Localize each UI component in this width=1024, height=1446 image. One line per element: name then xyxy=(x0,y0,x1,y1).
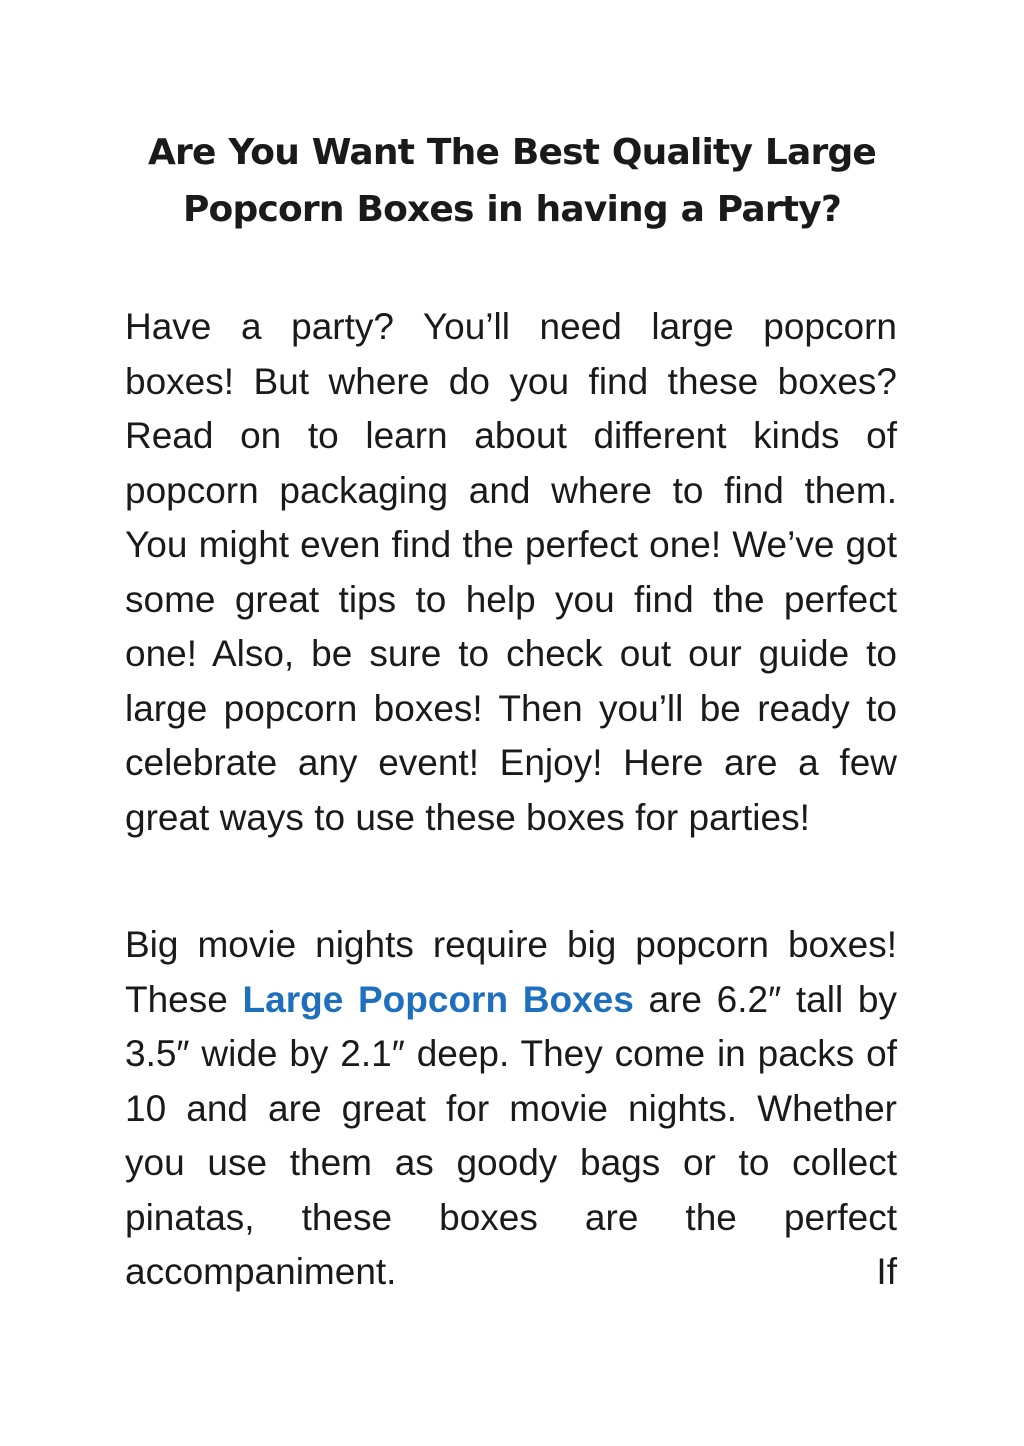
paragraph-intro: Have a party? You’ll need large popcorn boxes! But where do you find these boxes? Read on to learn about different kinds of popcorn packaging and where to find them. You might even find the perfect one! We’ve got some great tips to help you find the perfect one! Also, be sure to check out our guide to large popcorn boxes! Then you’ll be ready to celebrate any event! Enjoy! Here are a few great ways to use these boxes for parties! xyxy=(125,306,897,838)
document-title: Are You Want The Best Quality Large Popcorn Boxes in having a Party? xyxy=(147,132,877,230)
paragraph-text-after-link: are 6.2″ tall by 3.5″ wide by 2.1″ deep. They come in packs of 10 and are great for movie nights. Whether you use them as goody bags or to collect pinatas, these boxes are the perfect accompaniment. If xyxy=(125,978,897,1292)
large-popcorn-boxes-link[interactable]: Large Popcorn Boxes xyxy=(242,978,634,1020)
paragraph-text-before-link: Big movie nights require big popcorn boxes! These xyxy=(125,924,897,1020)
paragraph-movie-nights xyxy=(125,918,897,1300)
